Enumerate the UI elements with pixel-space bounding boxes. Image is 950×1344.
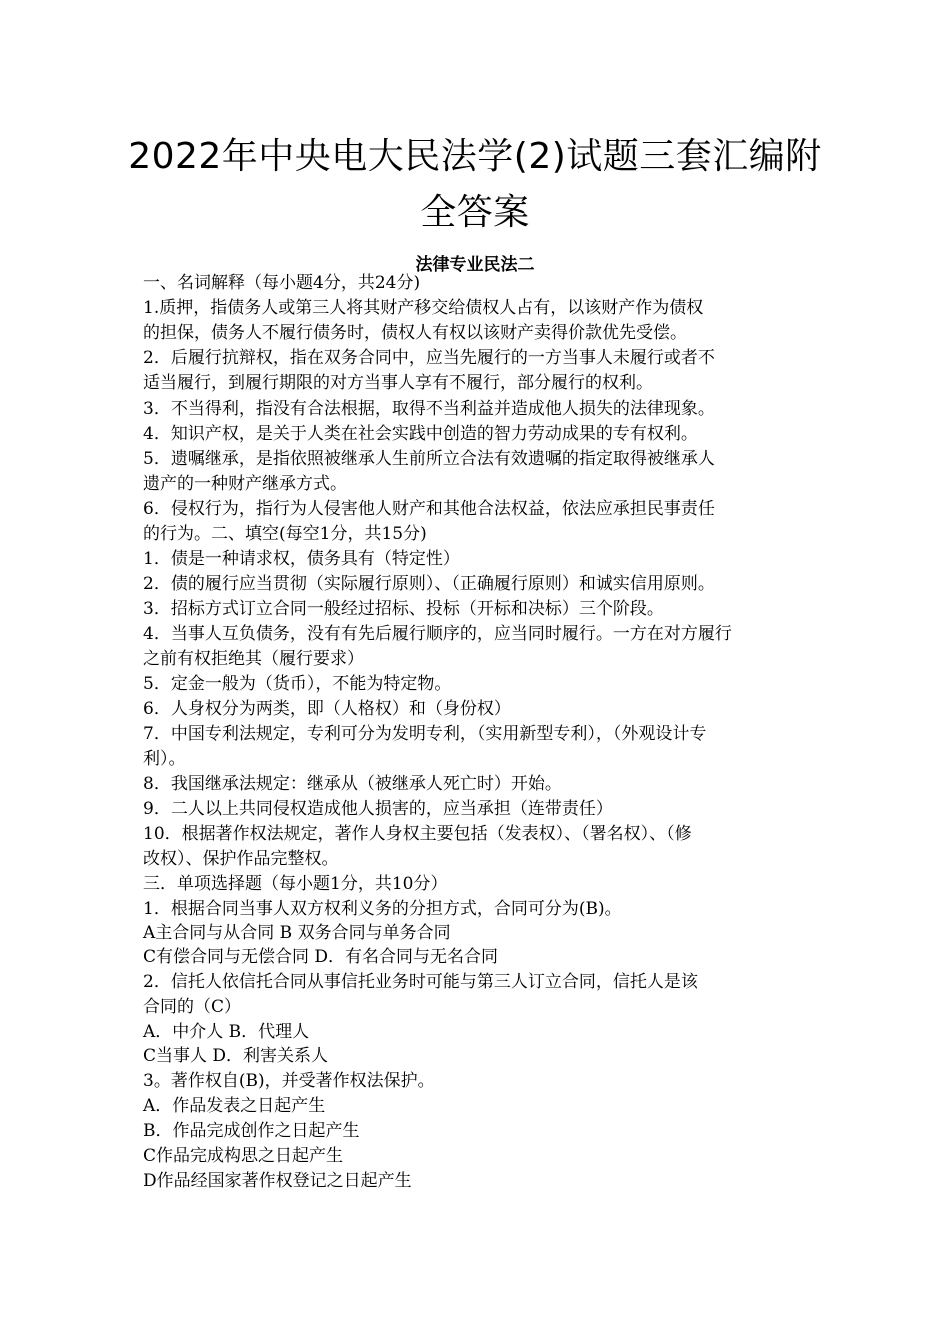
text-line: 1.质押，指债务人或第三人将其财产移交给债权人占有，以该财产作为债权 xyxy=(143,298,704,318)
text-line: 适当履行，到履行期限的对方当事人享有不履行，部分履行的权利。 xyxy=(143,373,653,393)
text-line: A主合同与从合同 B 双务合同与单务合同 xyxy=(143,923,451,943)
document-title-line-1: 2022年中央电大民法学(2)试题三套汇编附 xyxy=(128,136,822,177)
document-subtitle: 法律专业民法二 xyxy=(415,255,535,275)
text-line: 5．遗嘱继承，是指依照被继承人生前所立合法有效遗嘱的指定取得被继承人 xyxy=(143,449,715,469)
text-line: 4．当事人互负债务，没有有先后履行顺序的，应当同时履行。一方在对方履行 xyxy=(143,624,732,644)
text-line: 的行为。二、填空(每空1分，共15分) xyxy=(143,524,427,544)
text-line: C当事人 D．利害关系人 xyxy=(143,1046,329,1066)
text-line: 之前有权拒绝其（履行要求） xyxy=(143,649,364,669)
text-line: 利）。 xyxy=(143,749,186,769)
text-line: 的担保，债务人不履行债务时，债权人有权以该财产卖得价款优先受偿。 xyxy=(143,323,687,343)
text-line: C有偿合同与无偿合同 D．有名合同与无名合同 xyxy=(143,947,499,967)
text-line: 2．信托人依信托合同从事信托业务时可能与第三人订立合同，信托人是该 xyxy=(143,972,698,992)
text-line: 3。著作权自(B)，并受著作权法保护。 xyxy=(143,1071,435,1091)
text-line: C作品完成构思之日起产生 xyxy=(143,1146,344,1166)
text-line: D作品经国家著作权登记之日起产生 xyxy=(143,1171,412,1191)
text-line: 10．根据著作权法规定，著作人身权主要包括（发表权）、（署名权）、（修 xyxy=(143,824,692,844)
text-line: 8．我国继承法规定：继承从（被继承人死亡时）开始。 xyxy=(143,774,562,794)
text-line: A．作品发表之日起产生 xyxy=(143,1096,326,1116)
text-line: 4．知识产权，是关于人类在社会实践中创造的智力劳动成果的专有权利。 xyxy=(143,424,698,444)
text-line: 改权）、保护作品完整权。 xyxy=(143,849,339,869)
text-line: 5．定金一般为（货币），不能为特定物。 xyxy=(143,674,452,694)
text-line: 合同的（C） xyxy=(143,997,242,1017)
text-line: 3．不当得利，指没有合法根据，取得不当利益并造成他人损失的法律现象。 xyxy=(143,399,715,419)
text-line: 6．人身权分为两类，即（人格权）和（身份权） xyxy=(143,699,511,719)
text-line: 一、名词解释（每小题4分，共24分) xyxy=(143,273,421,293)
text-line: 三．单项选择题（每小题1分，共10分） xyxy=(143,874,448,894)
text-line: 2．债的履行应当贯彻（实际履行原则）、（正确履行原则）和诚实信用原则。 xyxy=(143,574,715,594)
text-line: 7．中国专利法规定，专利可分为发明专利，（实用新型专利），（外观设计专 xyxy=(143,724,707,744)
text-line: 1．债是一种请求权，债务具有（特定性） xyxy=(143,549,460,569)
document-title-line-2: 全答案 xyxy=(420,192,530,233)
text-line: 3．招标方式订立合同一般经过招标、投标（开标和决标）三个阶段。 xyxy=(143,599,664,619)
text-line: B．作品完成创作之日起产生 xyxy=(143,1121,360,1141)
text-line: 遗产的一种财产继承方式。 xyxy=(143,474,347,494)
text-line: A．中介人 B．代理人 xyxy=(143,1022,310,1042)
text-line: 1．根据合同当事人双方权利义务的分担方式，合同可分为(B)。 xyxy=(143,899,622,919)
text-line: 6．侵权行为，指行为人侵害他人财产和其他合法权益，依法应承担民事责任 xyxy=(143,499,715,519)
text-line: 9．二人以上共同侵权造成他人损害的，应当承担（连带责任） xyxy=(143,799,613,819)
text-line: 2．后履行抗辩权，指在双务合同中，应当先履行的一方当事人未履行或者不 xyxy=(143,348,715,368)
